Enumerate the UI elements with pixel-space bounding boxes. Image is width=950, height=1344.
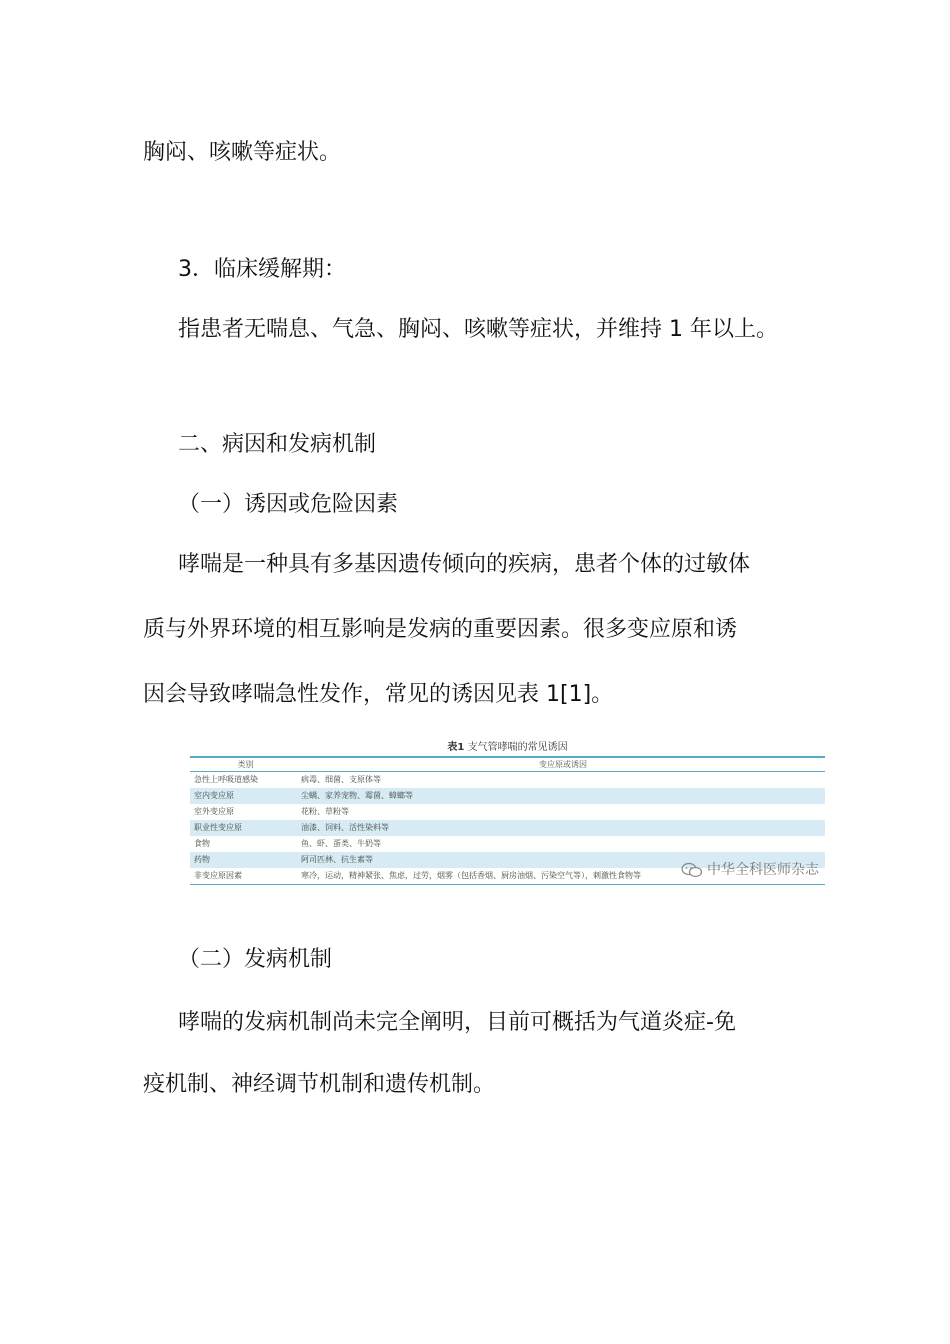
table-row — [190, 820, 825, 836]
paragraph-line: 质与外界环境的相互影响是发病的重要因素。很多变应原和诱 — [143, 617, 738, 642]
journal-watermark — [681, 860, 819, 880]
table-cell-category: 急性上呼吸道感染 — [194, 775, 258, 784]
table-title — [190, 740, 825, 756]
table-cell-allergen: 尘螨、家养宠物、霉菌、蟑螂等 — [301, 791, 413, 800]
paragraph-line: 疫机制、神经调节机制和遗传机制。 — [143, 1072, 496, 1097]
table-row — [190, 836, 825, 852]
paragraph-line: 哮喘的发病机制尚未完全阐明，目前可概括为气道炎症-免 — [178, 1010, 736, 1035]
table-row — [190, 804, 825, 820]
subsection-heading-mechanism: （二）发病机制 — [178, 947, 333, 972]
table-bottom-rule — [190, 884, 825, 885]
table-title-text: 支气管哮喘的常见诱因 — [467, 742, 568, 753]
paragraph-line: 指患者无喘息、气急、胸闷、咳嗽等症状，并维持 1 年以上。 — [178, 317, 778, 342]
table-cell-category: 非变应原因素 — [194, 871, 242, 880]
paragraph-line: 胸闷、咳嗽等症状。 — [143, 140, 342, 165]
table-cell-allergen: 寒冷，运动，精神紧张、焦虑，过劳，烟雾（包括香烟、厨房油烟、污染空气等），刺激性食物等 — [301, 871, 641, 880]
table-cell-category: 职业性变应原 — [194, 823, 242, 832]
table-cell-allergen: 阿司匹林、抗生素等 — [301, 855, 373, 864]
wechat-icon — [681, 862, 703, 878]
table-cell-category: 室外变应原 — [194, 807, 234, 816]
table-row — [190, 772, 825, 788]
table-cell-allergen: 病毒、细菌、支原体等 — [301, 775, 381, 784]
paragraph-line: 因会导致哮喘急性发作，常见的诱因见表 1[1]。 — [143, 682, 614, 707]
table-row — [190, 788, 825, 804]
table-header-allergen: 变应原或诱因 — [539, 760, 587, 769]
table-header-category: 类别 — [237, 760, 254, 769]
table-number: 表1 — [447, 742, 465, 753]
watermark-text: 中华全科医师杂志 — [707, 862, 819, 878]
triggers-table — [190, 740, 825, 890]
table-cell-category: 食物 — [194, 839, 210, 848]
table-cell-allergen: 鱼、虾、蛋类、牛奶等 — [301, 839, 381, 848]
table-cell-allergen: 油漆、饲料、活性染料等 — [301, 823, 389, 832]
table-header-row — [190, 758, 825, 772]
section-heading-remission: 3．临床缓解期： — [178, 257, 346, 282]
table-cell-category: 药物 — [194, 855, 210, 864]
paragraph-line: 哮喘是一种具有多基因遗传倾向的疾病，患者个体的过敏体 — [178, 552, 751, 577]
subsection-heading-triggers: （一）诱因或危险因素 — [178, 492, 399, 517]
section-heading-etiology: 二、病因和发病机制 — [178, 432, 377, 457]
table-cell-category: 室内变应原 — [194, 791, 234, 800]
table-cell-allergen: 花粉、草粉等 — [301, 807, 349, 816]
